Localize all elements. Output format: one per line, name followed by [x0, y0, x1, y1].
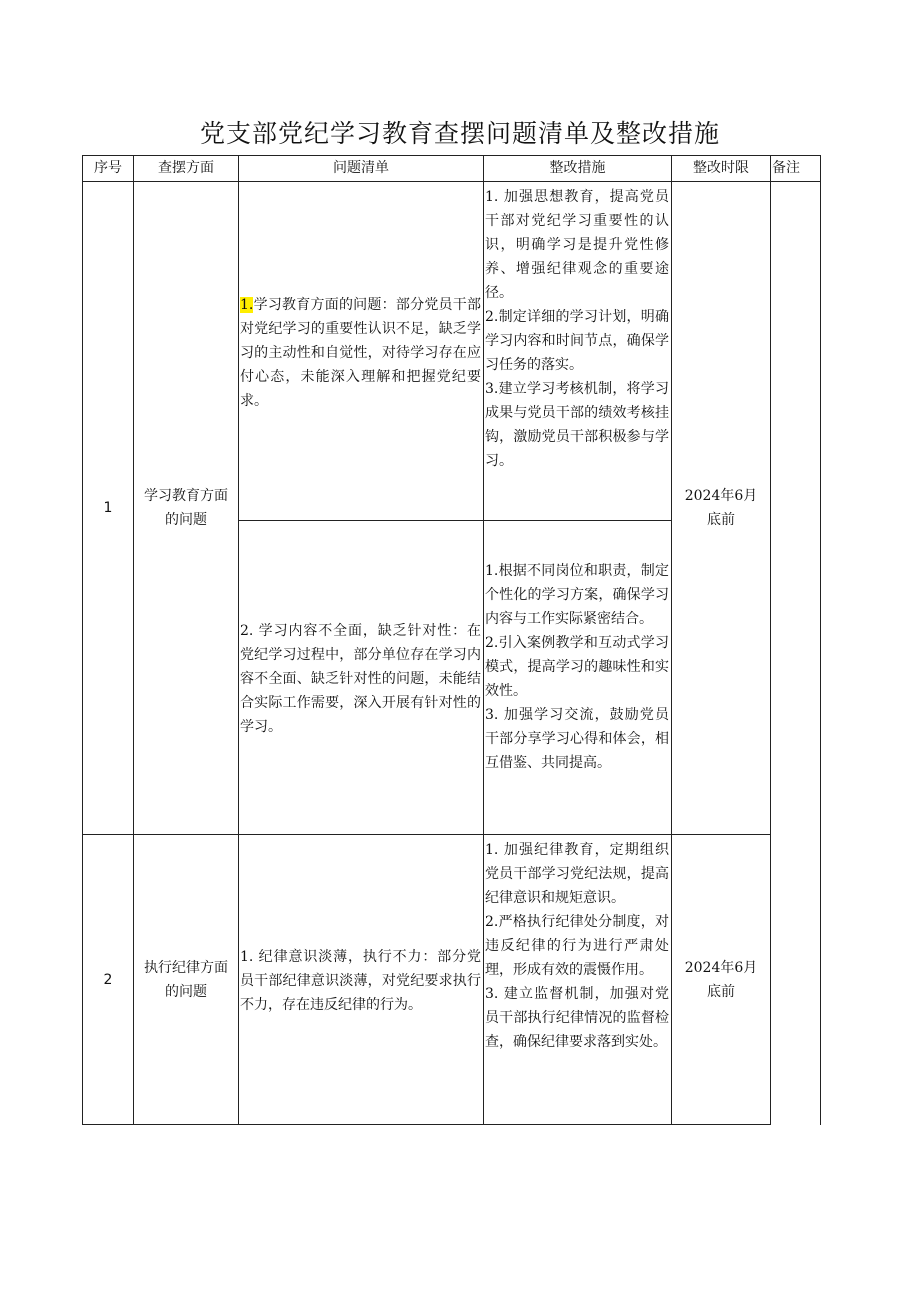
- grid-line: [820, 155, 821, 1125]
- grid-line: [238, 520, 671, 521]
- measure-item: 3.建立学习考核机制，将学习成果与党员干部的绩效考核挂钩，激励党员干部积极参与学习。: [485, 381, 669, 469]
- header-deadline: 整改时限: [693, 160, 749, 176]
- measure-item: 3. 加强学习交流，鼓励党员干部分享学习心得和体会，相互借鉴、共同提高。: [485, 707, 669, 771]
- row-2-deadline: [672, 835, 770, 1124]
- measure-item: 1. 加强思想教育，提高党员干部对党纪学习重要性的认识，明确学习是提升党性修养、增强纪律观念的重要途径。: [485, 189, 669, 301]
- measure-item: 2.引入案例教学和互动式学习模式，提高学习的趣味性和实效性。: [485, 635, 669, 699]
- row-1-number: 1: [103, 500, 113, 516]
- grid-line: [82, 1124, 771, 1125]
- row-2-number: 2: [103, 971, 113, 988]
- problem-text: 2. 学习内容不全面，缺乏针对性：在党纪学习过程中，部分单位存在学习内容不全面、缺乏针对性的问题，未能结合实际工作需要，深入开展有针对性的学习。: [240, 623, 481, 735]
- row-2-aspect: [134, 835, 238, 1124]
- header-problems: 问题清单: [333, 160, 389, 176]
- measure-item: 1. 加强纪律教育，定期组织党员干部学习党纪法规，提高纪律意识和规矩意识。: [485, 842, 669, 906]
- measures-2-1: [484, 838, 671, 1054]
- row-1-deadline: [672, 182, 770, 834]
- aspect-label: 执行纪律方面的问题: [144, 959, 228, 1000]
- row-1-aspect: [134, 182, 238, 834]
- measure-item: 1.根据不同岗位和职责，制定个性化的学习方案，确保学习内容与工作实际紧密结合。: [485, 563, 669, 627]
- problem-2-1: [239, 945, 483, 1017]
- measure-item: 2.制定详细的学习计划，明确学习内容和时间节点，确保学习任务的落实。: [485, 309, 669, 373]
- highlight-mark: 1.: [240, 297, 254, 313]
- header-no: 序号: [94, 160, 122, 176]
- measures-1-2: [484, 559, 671, 775]
- deadline-label: 2024年6月底前: [684, 959, 758, 1000]
- header-remark: 备注: [772, 160, 800, 176]
- problem-text: 学习教育方面的问题：部分党员干部对党纪学习的重要性认识不足，缺乏学习的主动性和自觉性，对待学习存在应付心态，未能深入理解和把握党纪要求。: [240, 297, 481, 409]
- header-measures: 整改措施: [549, 160, 606, 176]
- measure-item: 2.严格执行纪律处分制度，对违反纪律的行为进行严肃处理，形成有效的震慑作用。: [485, 914, 669, 978]
- problem-1-1: [239, 293, 483, 413]
- problem-text: 1. 纪律意识淡薄，执行不力：部分党员干部纪律意识淡薄，对党纪要求执行不力，存在违反纪律的行为。: [240, 949, 481, 1013]
- header-aspect: 查摆方面: [158, 160, 214, 176]
- measure-item: 3. 建立监督机制，加强对党员干部执行纪律情况的监督检查，确保纪律要求落到实处。: [485, 986, 669, 1050]
- problem-1-2: [239, 619, 483, 739]
- measures-1-1: [484, 185, 671, 473]
- document-title: 党支部党纪学习教育查摆问题清单及整改措施: [199, 119, 720, 148]
- grid-line: [770, 155, 771, 1125]
- deadline-label: 2024年6月底前: [684, 488, 758, 528]
- aspect-label: 学习教育方面的问题: [144, 488, 228, 528]
